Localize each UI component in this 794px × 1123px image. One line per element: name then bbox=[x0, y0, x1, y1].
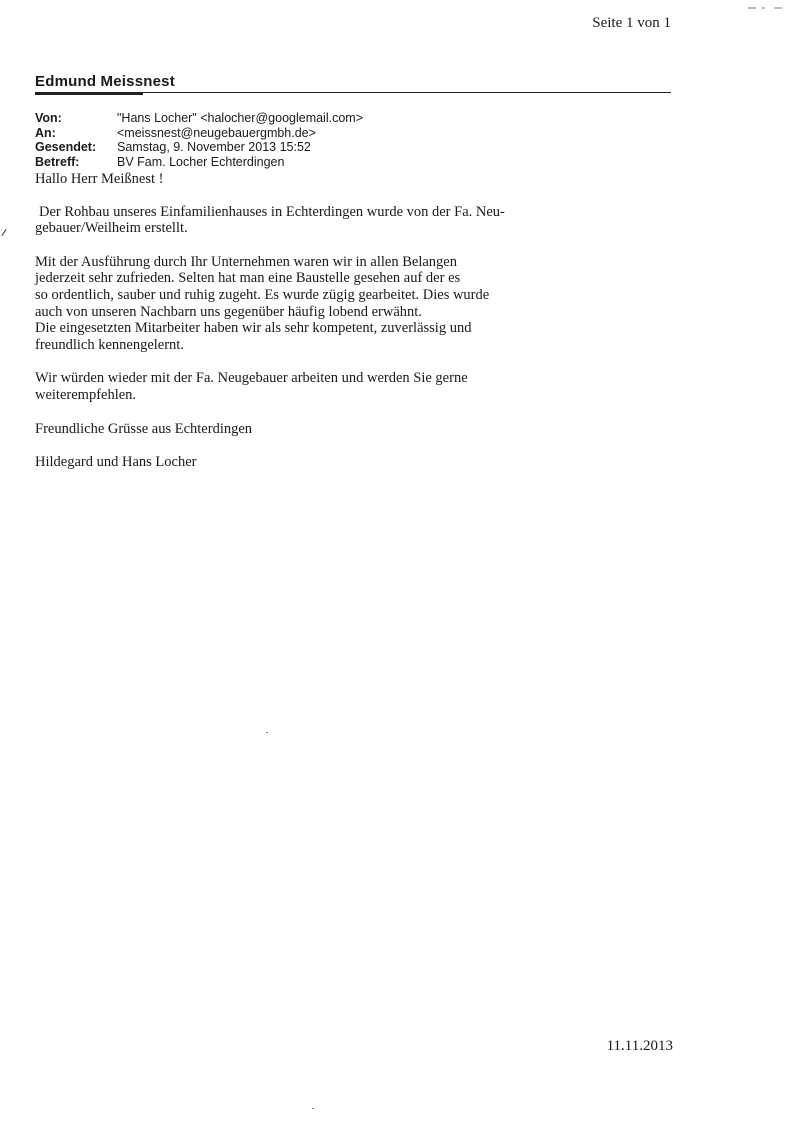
closing: Freundliche Grüsse aus Echterdingen bbox=[35, 420, 253, 437]
scan-speck bbox=[266, 732, 268, 733]
paragraph-line: Die eingesetzten Mitarbeiter haben wir als sehr kompetent, zuverlässig und bbox=[35, 320, 472, 337]
subject-value: BV Fam. Locher Echterdingen bbox=[117, 154, 285, 169]
from-value: "Hans Locher" <halocher@googlemail.com> bbox=[117, 111, 364, 125]
paragraph-line: Wir würden wieder mit der Fa. Neugebauer arbeiten und werden Sie gerne bbox=[35, 370, 468, 387]
greeting: Hallo Herr Meißnest ! bbox=[35, 171, 164, 187]
footer-date: 11.11.2013 bbox=[606, 1038, 673, 1054]
paragraph-line: freundlich kennengelernt. bbox=[35, 336, 184, 353]
paragraph-construction bbox=[35, 204, 575, 237]
email-headers bbox=[35, 111, 363, 169]
to-label: An: bbox=[35, 125, 56, 140]
page-number: Seite 1 von 1 bbox=[592, 15, 671, 31]
email-body bbox=[35, 171, 575, 471]
signature: Hildegard und Hans Locher bbox=[35, 454, 197, 471]
header-from-row bbox=[35, 111, 363, 126]
paragraph-line: Mit der Ausführung durch Ihr Unternehmen waren wir in allen Belangen bbox=[35, 253, 457, 270]
sent-value: Samstag, 9. November 2013 15:52 bbox=[117, 140, 311, 154]
scan-speck bbox=[312, 1108, 314, 1109]
paragraph-line: Der Rohbau unseres Einfamilienhauses in Echterdingen wurde von der Fa. Neu- bbox=[39, 203, 505, 220]
paragraph-recommendation bbox=[35, 370, 575, 403]
paragraph-praise bbox=[35, 254, 575, 354]
header-sent-row bbox=[35, 140, 363, 155]
margin-pen-mark bbox=[1, 229, 6, 236]
owner-underbar bbox=[35, 92, 143, 95]
paragraph-line: jederzeit sehr zufrieden. Selten hat man eine Baustelle gesehen auf der es bbox=[35, 270, 461, 287]
paragraph-line: so ordentlich, sauber und ruhig zugeht. Es wurde zügig gearbeitet. Dies wurde bbox=[35, 286, 490, 303]
paragraph-line: auch von unseren Nachbarn uns gegenüber häufig lobend erwähnt. bbox=[35, 303, 422, 320]
header-subject-row bbox=[35, 155, 363, 170]
mailbox-owner-name: Edmund Meissnest bbox=[35, 73, 671, 93]
paragraph-line: weiterempfehlen. bbox=[35, 386, 137, 403]
to-value: <meissnest@neugebauergmbh.de> bbox=[117, 125, 316, 140]
scan-artifact-marks bbox=[746, 5, 786, 11]
from-label: Von: bbox=[35, 111, 62, 125]
sent-label: Gesendet: bbox=[35, 140, 97, 154]
paragraph-line: gebauer/Weilheim erstellt. bbox=[35, 220, 188, 237]
subject-label: Betreff: bbox=[35, 154, 80, 169]
header-to-row bbox=[35, 126, 363, 141]
